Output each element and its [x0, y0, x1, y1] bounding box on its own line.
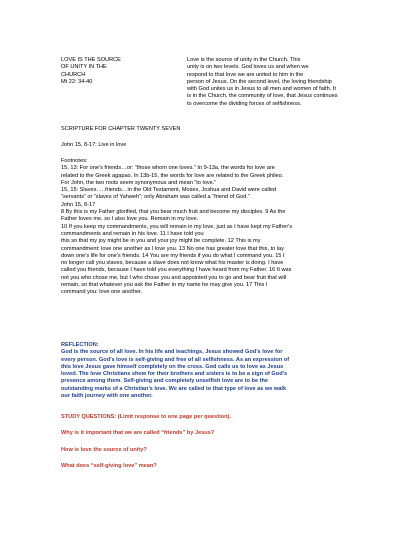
footnotes-section — [61, 158, 361, 297]
study-question: Why is it important that we are called “friends” by Jesus? — [61, 430, 215, 436]
summary-line: respond to that love we are united to him in the — [187, 71, 304, 78]
scripture-reference: John 15, 8-17: Live in love — [61, 142, 127, 148]
passage-line: Father loves me, so I also love you. Remain in my love. — [61, 216, 199, 223]
reflection-line: God is the source of all love. In his life and teachings, Jesus showed God’s love for — [61, 349, 283, 356]
reflection-line: loved. The love Christians show for their brothers and sisters is to be a sign of God’s — [61, 371, 288, 378]
reflection-label: REFLECTION: — [61, 342, 99, 348]
reflection-line: this love Jesus gave himself completely on the cross. God calls us to love as Jesus — [61, 363, 284, 370]
passage-line: 8 By this is my Father glorified, that you bear much fruit and become my disciples. 9 As the — [61, 209, 286, 216]
reflection-line: outstanding marks of a Christian’s love. We are called to that type of love as we walk — [61, 385, 287, 392]
passage-line: commandments and remain in his love. 11 I have told you — [61, 230, 204, 237]
reflection-line: presence among them. Self-giving and completely unselfish love are to be the — [61, 378, 269, 385]
chapter-title-line: OF UNITY IN THE — [61, 64, 107, 71]
summary-line: with God unites us in Jesus to all men and women of faith. It — [187, 86, 336, 93]
passage-line: called you friends, because I have told you everything I have heard from my Father. 16 It was — [61, 267, 292, 274]
passage-line: not you who chose me, but I who chose you and appointed you to go and bear fruit that will — [61, 274, 287, 281]
chapter-title-line: LOVE IS THE SOURCE — [61, 57, 121, 63]
passage-line: 10 If you keep my commandments, you will remain in my love, just as I have kept my Father's — [61, 223, 293, 230]
chapter-title-line: CHURCH — [61, 71, 86, 78]
chapter-summary — [187, 57, 365, 108]
summary-line: person of Jesus. On the second level, the loving friendship — [187, 78, 332, 85]
footnote-line: 15, 13: For one’s friends…or: “those whom one loves.” In 9-13a, the words for love are — [61, 165, 275, 172]
summary-line: to overcome the dividing forces of selfishness. — [187, 100, 302, 107]
study-question: How is love the source of unity? — [61, 447, 147, 453]
summary-line: Love is the source of unity in the Church. This — [187, 57, 301, 63]
chapter-reference: Mt 22: 34-40 — [61, 78, 93, 85]
reflection-line: our faith journey with one another. — [61, 393, 153, 400]
summary-line: unity is on two levels. God loves us and when we — [187, 64, 309, 71]
passage-line: remain, so that whatever you ask the Father in my name he may give you. 17 This I — [61, 282, 268, 289]
footnotes-label: Footnotes: — [61, 158, 88, 164]
summary-line: is in the Church, the community of love, that Jesus continues — [187, 93, 338, 100]
study-questions-label: STUDY QUESTIONS: (Limit response to one page per question). — [61, 414, 231, 420]
footnote-line: “servants” or “slaves of Yahweh”; only Abraham was called a “friend of God.” — [61, 194, 250, 201]
reflection-line: every person. God’s love is self-giving and free of all selfishness. As an expression of — [61, 356, 290, 363]
footnote-line: related to the Greek agapao. In 13b-15, the words for love are related to the Greek phileo. — [61, 172, 284, 179]
passage-line: command you: love one another. — [61, 289, 143, 296]
passage-reference: John 15, 8-17 — [61, 201, 96, 208]
passage-line: no longer call you slaves, because a slave does not know what his master is doing. I have — [61, 260, 284, 267]
scripture-heading: SCRIPTURE FOR CHAPTER TWENTY SEVEN — [61, 126, 181, 132]
reflection-section — [61, 342, 361, 400]
footnote-line: 15, 15: Slaves. …friends…in the Old Testament, Moses, Joshua and David were called — [61, 187, 277, 194]
study-question: What does “self-giving love” mean? — [61, 463, 157, 469]
passage-line: down one's life for one's friends. 14 You are my friends if you do what I command you. 15 I — [61, 252, 285, 259]
passage-line: this so that my joy might be in you and your joy might be complete. 12 This is my — [61, 238, 261, 245]
footnote-line: For John, the two roots seem synonymous and mean “to love.” — [61, 179, 217, 186]
chapter-title — [61, 57, 181, 86]
passage-line: commandment: love one another as I love you. 13 No one has greater love that this, to lay — [61, 245, 284, 252]
